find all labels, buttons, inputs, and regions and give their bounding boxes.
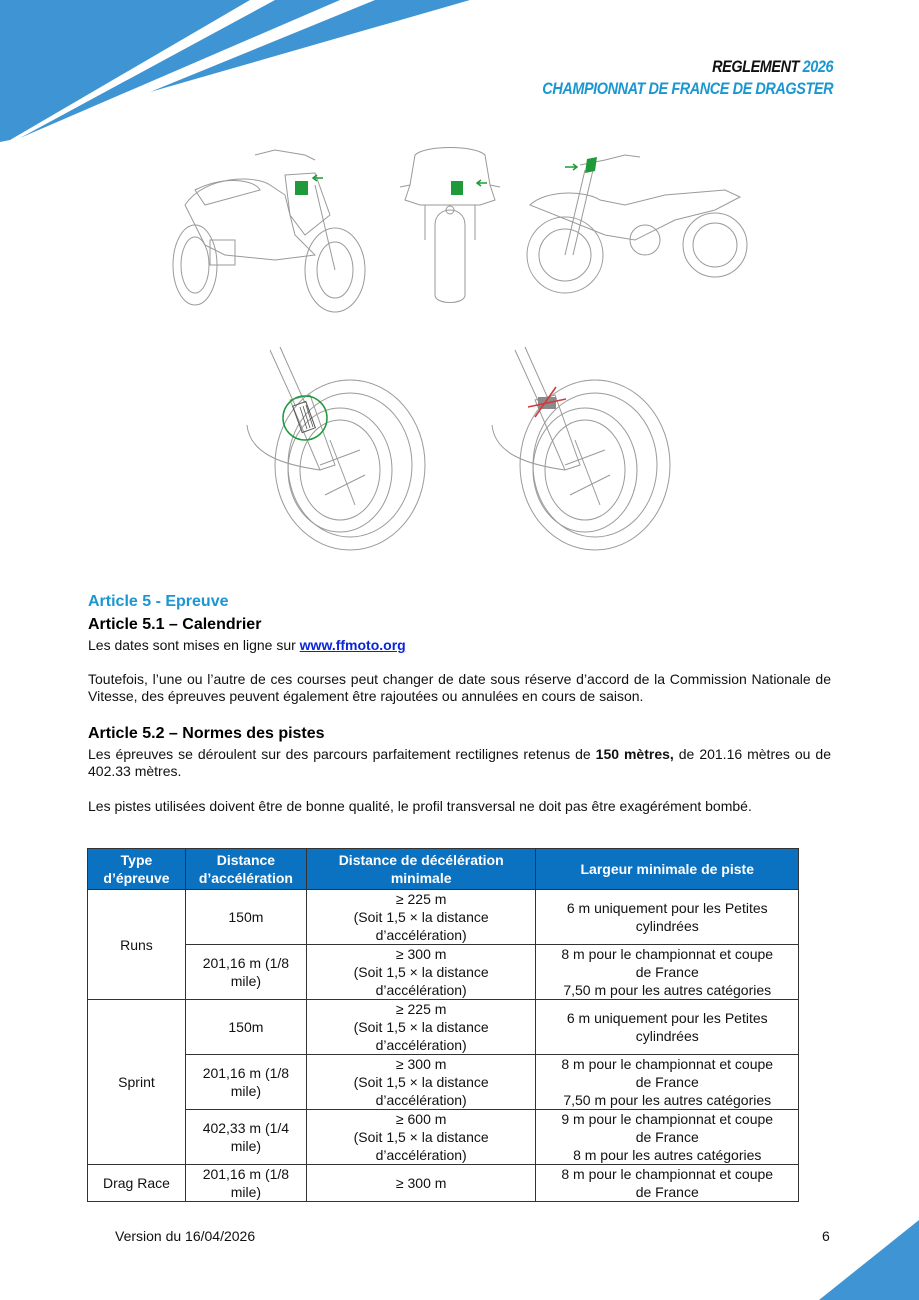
- table-row: [88, 1055, 799, 1110]
- corner-stripes-decoration: [0, 0, 480, 145]
- table-row: [88, 1110, 799, 1165]
- calendar-change-paragraph: Toutefois, l’une ou l’autre de ces courses peut changer de date sous réserve d’accord de la Commission Nationale de Vitesse, des épreuves peuvent également être rajoutées ou annulées en cours de saison.: [88, 671, 831, 704]
- cell-line: (Soit 1,5 × la distance: [353, 1129, 489, 1145]
- cell-line: de France: [635, 964, 699, 980]
- cell-line: cylindrées: [635, 1028, 699, 1044]
- cell-deceleration: [306, 1110, 536, 1165]
- cell-line: de France: [635, 1129, 699, 1145]
- cell-deceleration: [306, 1000, 536, 1055]
- cell-deceleration: [306, 1165, 536, 1202]
- cell-line: (Soit 1,5 × la distance: [353, 964, 489, 980]
- arrow-right-icon: [565, 164, 577, 170]
- cell-deceleration: [306, 890, 536, 945]
- page-number: 6: [822, 1228, 830, 1244]
- cell-line: 8 m pour les autres catégories: [573, 1147, 762, 1163]
- article-5-1-title: Article 5.1 – Calendrier: [88, 616, 262, 633]
- cell-line: 7,50 m pour les autres catégories: [563, 982, 772, 998]
- cell-line: (Soit 1,5 × la distance: [353, 909, 489, 925]
- cell-acceleration: 150m: [185, 890, 306, 945]
- arrow-left-icon: [477, 180, 487, 186]
- track-length-suffix: de 201.16 mètres ou de 402.33 mètres.: [88, 746, 831, 779]
- corner-triangle-decoration: [819, 1220, 919, 1300]
- cell-line: ≥ 300 m: [395, 1175, 447, 1191]
- header-reglement: REGLEMENT: [712, 57, 799, 76]
- cell-deceleration: [306, 945, 536, 1000]
- table-row: [88, 890, 799, 945]
- header-type: Type d’épreuve: [88, 849, 186, 890]
- cell-line: 8 m pour le championnat et coupe: [561, 946, 774, 962]
- cell-line: 7,50 m pour les autres catégories: [563, 1092, 772, 1108]
- cell-line: (Soit 1,5 × la distance: [353, 1019, 489, 1035]
- cell-track-width: [536, 890, 799, 945]
- cell-track-width: [536, 1165, 799, 1202]
- cell-line: d’accélération): [375, 1092, 467, 1108]
- cell-line: ≥ 300 m: [395, 1056, 447, 1072]
- cell-line: de France: [635, 1074, 699, 1090]
- cell-line: d’accélération): [375, 1147, 467, 1163]
- cell-line: (Soit 1,5 × la distance: [353, 1074, 489, 1090]
- header-year: 2026: [802, 57, 833, 76]
- cell-track-width: [536, 1110, 799, 1165]
- sticker-position-marker: [295, 181, 308, 195]
- cell-line: ≥ 225 m: [395, 1001, 447, 1017]
- article-5-title: Article 5 - Epreuve: [88, 593, 229, 610]
- cell-acceleration: 201,16 m (1/8 mile): [185, 1055, 306, 1110]
- cell-line: 8 m pour le championnat et coupe: [561, 1166, 774, 1182]
- cell-event-type: Sprint: [88, 1000, 186, 1165]
- sticker-position-marker: [451, 181, 463, 195]
- header-deceleration: Distance de décélération minimale: [306, 849, 536, 890]
- cell-track-width: [536, 1000, 799, 1055]
- table-row: [88, 1165, 799, 1202]
- cell-track-width: [536, 1055, 799, 1110]
- cell-line: 9 m pour le championnat et coupe: [561, 1111, 774, 1127]
- table-header-row: [88, 849, 799, 890]
- dirt-bike-illustration: [525, 145, 750, 305]
- cell-deceleration: [306, 1055, 536, 1110]
- footer-version: Version du 16/04/2026: [115, 1228, 256, 1244]
- track-length-text: Les épreuves se déroulent sur des parcours parfaitement rectilignes retenus de: [88, 746, 596, 762]
- cell-line: de France: [635, 1184, 699, 1200]
- header-width: Largeur minimale de piste: [536, 849, 799, 890]
- cell-line: d’accélération): [375, 927, 467, 943]
- cell-event-type: Runs: [88, 890, 186, 1000]
- cell-line: ≥ 225 m: [395, 891, 447, 907]
- cell-line: 8 m pour le championnat et coupe: [561, 1056, 774, 1072]
- calendar-paragraph: [88, 637, 831, 654]
- wheel-correct-placement-illustration: [245, 345, 430, 555]
- cell-acceleration: 150m: [185, 1000, 306, 1055]
- calendar-text: Les dates sont mises en ligne sur: [88, 637, 300, 653]
- track-length-bold: 150 mètres,: [595, 746, 674, 762]
- cell-acceleration: 201,16 m (1/8 mile): [185, 1165, 306, 1202]
- article-5-2-title: Article 5.2 – Normes des pistes: [88, 725, 325, 742]
- cell-acceleration: 201,16 m (1/8 mile): [185, 945, 306, 1000]
- track-norms-table: [87, 848, 799, 1202]
- front-view-illustration: [395, 145, 505, 310]
- table-row: [88, 1000, 799, 1055]
- cell-line: 6 m uniquement pour les Petites: [566, 1010, 768, 1026]
- header-line-1: [542, 56, 833, 78]
- ffmoto-link[interactable]: www.ffmoto.org: [299, 637, 406, 653]
- document-header: [491, 56, 833, 100]
- article-5-section: [88, 593, 831, 815]
- track-length-paragraph: [88, 746, 831, 780]
- track-quality-paragraph: Les pistes utilisées doivent être de bonne qualité, le profil transversal ne doit pas être exagérément bombé.: [88, 798, 752, 814]
- cell-line: cylindrées: [635, 918, 699, 934]
- cell-track-width: [536, 945, 799, 1000]
- cell-event-type: Drag Race: [88, 1165, 186, 1202]
- cell-line: d’accélération): [375, 982, 467, 998]
- header-acceleration: Distance d’accélération: [185, 849, 306, 890]
- cell-line: ≥ 300 m: [395, 946, 447, 962]
- cell-line: 6 m uniquement pour les Petites: [566, 900, 768, 916]
- table-row: [88, 945, 799, 1000]
- sticker-position-marker: [585, 157, 597, 173]
- scooter-illustration: [165, 145, 375, 315]
- cell-acceleration: 402,33 m (1/4 mile): [185, 1110, 306, 1165]
- wheel-forbidden-placement-illustration: [490, 345, 675, 555]
- cell-line: d’accélération): [375, 1037, 467, 1053]
- header-championship: CHAMPIONNAT DE FRANCE DE DRAGSTER: [542, 79, 833, 98]
- cell-line: ≥ 600 m: [395, 1111, 447, 1127]
